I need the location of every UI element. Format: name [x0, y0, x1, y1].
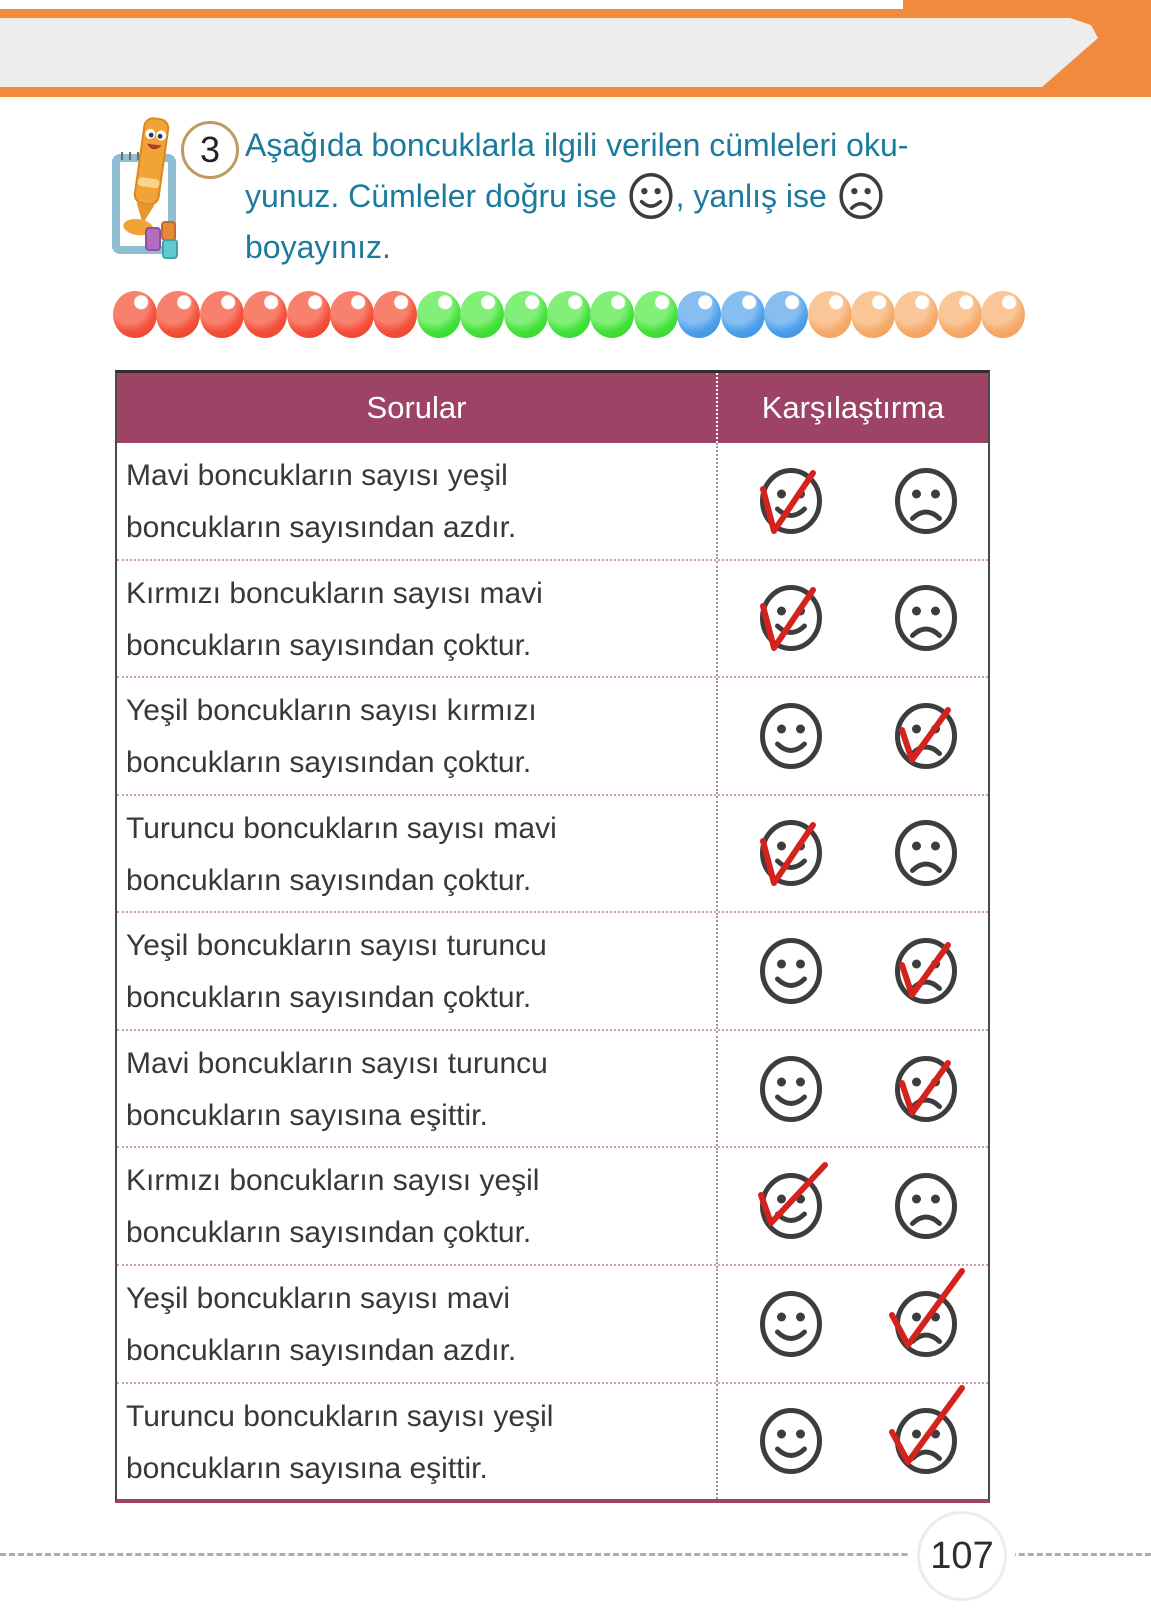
sad-face-option[interactable]: [893, 1173, 959, 1239]
happy-face-option[interactable]: [758, 703, 824, 769]
question-line1: Mavi boncukların sayısı turuncu: [126, 1046, 548, 1080]
bead-red: [373, 291, 417, 338]
table-header: [117, 373, 988, 443]
happy-face-icon: [628, 173, 674, 219]
question-cell: [117, 1148, 718, 1264]
instruction-line-2-text-b: , yanlış ise: [675, 178, 836, 214]
bead-blue: [764, 291, 808, 338]
question-line1: Kırmızı boncukların sayısı yeşil: [126, 1164, 540, 1198]
question-cell: [117, 1266, 718, 1382]
comparison-cell: [718, 1384, 988, 1500]
happy-face-option[interactable]: [758, 1056, 824, 1122]
question-cell: [117, 913, 718, 1029]
question-line1: Yeşil boncukların sayısı kırmızı: [126, 694, 537, 728]
table-row: [117, 794, 988, 912]
bead-red: [243, 291, 287, 338]
table-row: [117, 1382, 988, 1500]
instruction-line-1: Aşağıda boncuklarla ilgili verilen cümleleri oku-: [245, 127, 909, 163]
bead-blue: [677, 291, 721, 338]
task-number-badge: [181, 121, 239, 179]
question-cell: [117, 561, 718, 677]
question-line2: boncukların sayısına eşittir.: [126, 1451, 488, 1485]
sad-face-option[interactable]: [893, 585, 959, 651]
question-line2: boncukların sayısından azdır.: [126, 511, 517, 544]
question-line2: boncukların sayısından çoktur.: [126, 1216, 532, 1250]
question-cell: [117, 1031, 718, 1147]
comparison-cell: [718, 1148, 988, 1264]
comparison-cell: [718, 913, 988, 1029]
bead-row: [113, 291, 1025, 338]
table-row: [117, 911, 988, 1029]
question-line2: boncukların sayısından çoktur.: [126, 628, 532, 662]
bead-orange: [851, 291, 895, 338]
question-line1: Turuncu boncukların sayısı mavi: [126, 811, 557, 845]
happy-face-option[interactable]: [758, 585, 824, 651]
question-line2: boncukların sayısından çoktur.: [126, 746, 532, 780]
happy-face-option[interactable]: [758, 820, 824, 886]
question-cell: [117, 1384, 718, 1500]
header-comparison: Karşılaştırma: [761, 390, 945, 425]
sad-face-option[interactable]: [893, 703, 959, 769]
task-number: 3: [199, 129, 221, 170]
question-line2: boncukların sayısından azdır.: [126, 1333, 517, 1367]
top-ribbon-banner: [0, 18, 1100, 87]
comparison-cell: [718, 443, 988, 559]
bead-green: [590, 291, 634, 338]
bead-red: [156, 291, 200, 338]
task-instruction: [245, 120, 1015, 273]
header-questions: Sorular: [117, 373, 718, 443]
table-row: [117, 443, 988, 559]
page-number-badge: [917, 1511, 1007, 1601]
question-line1: Mavi boncukların sayısı yeşil: [126, 459, 508, 492]
question-line2: boncukların sayısına eşittir.: [126, 1098, 488, 1132]
bead-red: [330, 291, 374, 338]
bead-green: [460, 291, 504, 338]
bead-orange: [894, 291, 938, 338]
bead-red: [200, 291, 244, 338]
page-number: 107: [930, 1534, 994, 1577]
happy-face-option[interactable]: [758, 1408, 824, 1474]
sad-face-option[interactable]: [893, 938, 959, 1004]
table-row: [117, 676, 988, 794]
comparison-cell: [718, 796, 988, 912]
bead-green: [634, 291, 678, 338]
question-cell: [117, 796, 718, 912]
instruction-line-3: boyayınız.: [245, 229, 391, 265]
bead-orange: [808, 291, 852, 338]
happy-face-option[interactable]: [758, 1291, 824, 1357]
question-cell: [117, 443, 718, 559]
table-row: [117, 1146, 988, 1264]
bead-red: [113, 291, 157, 338]
happy-face-option[interactable]: [758, 938, 824, 1004]
comparison-cell: [718, 1266, 988, 1382]
question-line1: Kırmızı boncukların sayısı mavi: [126, 576, 543, 610]
question-cell: [117, 678, 718, 794]
instruction-line-2-text-a: yunuz. Cümleler doğru ise: [245, 178, 626, 214]
bead-green: [417, 291, 461, 338]
table-body: [117, 443, 988, 1499]
comparison-cell: [718, 561, 988, 677]
sad-face-option[interactable]: [893, 1056, 959, 1122]
comparison-cell: [718, 678, 988, 794]
question-line1: Turuncu boncukların sayısı yeşil: [126, 1399, 554, 1433]
sad-face-icon: [838, 173, 884, 219]
bead-orange: [938, 291, 982, 338]
comparison-cell: [718, 1031, 988, 1147]
happy-face-option[interactable]: [758, 1173, 824, 1239]
table-row: [117, 559, 988, 677]
table-row: [117, 1264, 988, 1382]
question-line2: boncukların sayısından çoktur.: [126, 863, 532, 897]
bead-green: [547, 291, 591, 338]
question-line1: Yeşil boncukların sayısı turuncu: [126, 929, 547, 963]
instruction-line-2: [245, 171, 1015, 222]
sad-face-option[interactable]: [893, 468, 959, 534]
question-line2: boncukların sayısından çoktur.: [126, 981, 532, 1015]
questions-table: [115, 370, 990, 1503]
bead-orange: [981, 291, 1025, 338]
happy-face-option[interactable]: [758, 468, 824, 534]
sad-face-option[interactable]: [893, 1291, 959, 1357]
bead-red: [287, 291, 331, 338]
question-line1: Yeşil boncukların sayısı mavi: [126, 1281, 511, 1315]
sad-face-option[interactable]: [893, 820, 959, 886]
sad-face-option[interactable]: [893, 1408, 959, 1474]
bead-blue: [721, 291, 765, 338]
crayon-mascot-icon: [108, 112, 186, 264]
table-row: [117, 1029, 988, 1147]
bead-green: [504, 291, 548, 338]
